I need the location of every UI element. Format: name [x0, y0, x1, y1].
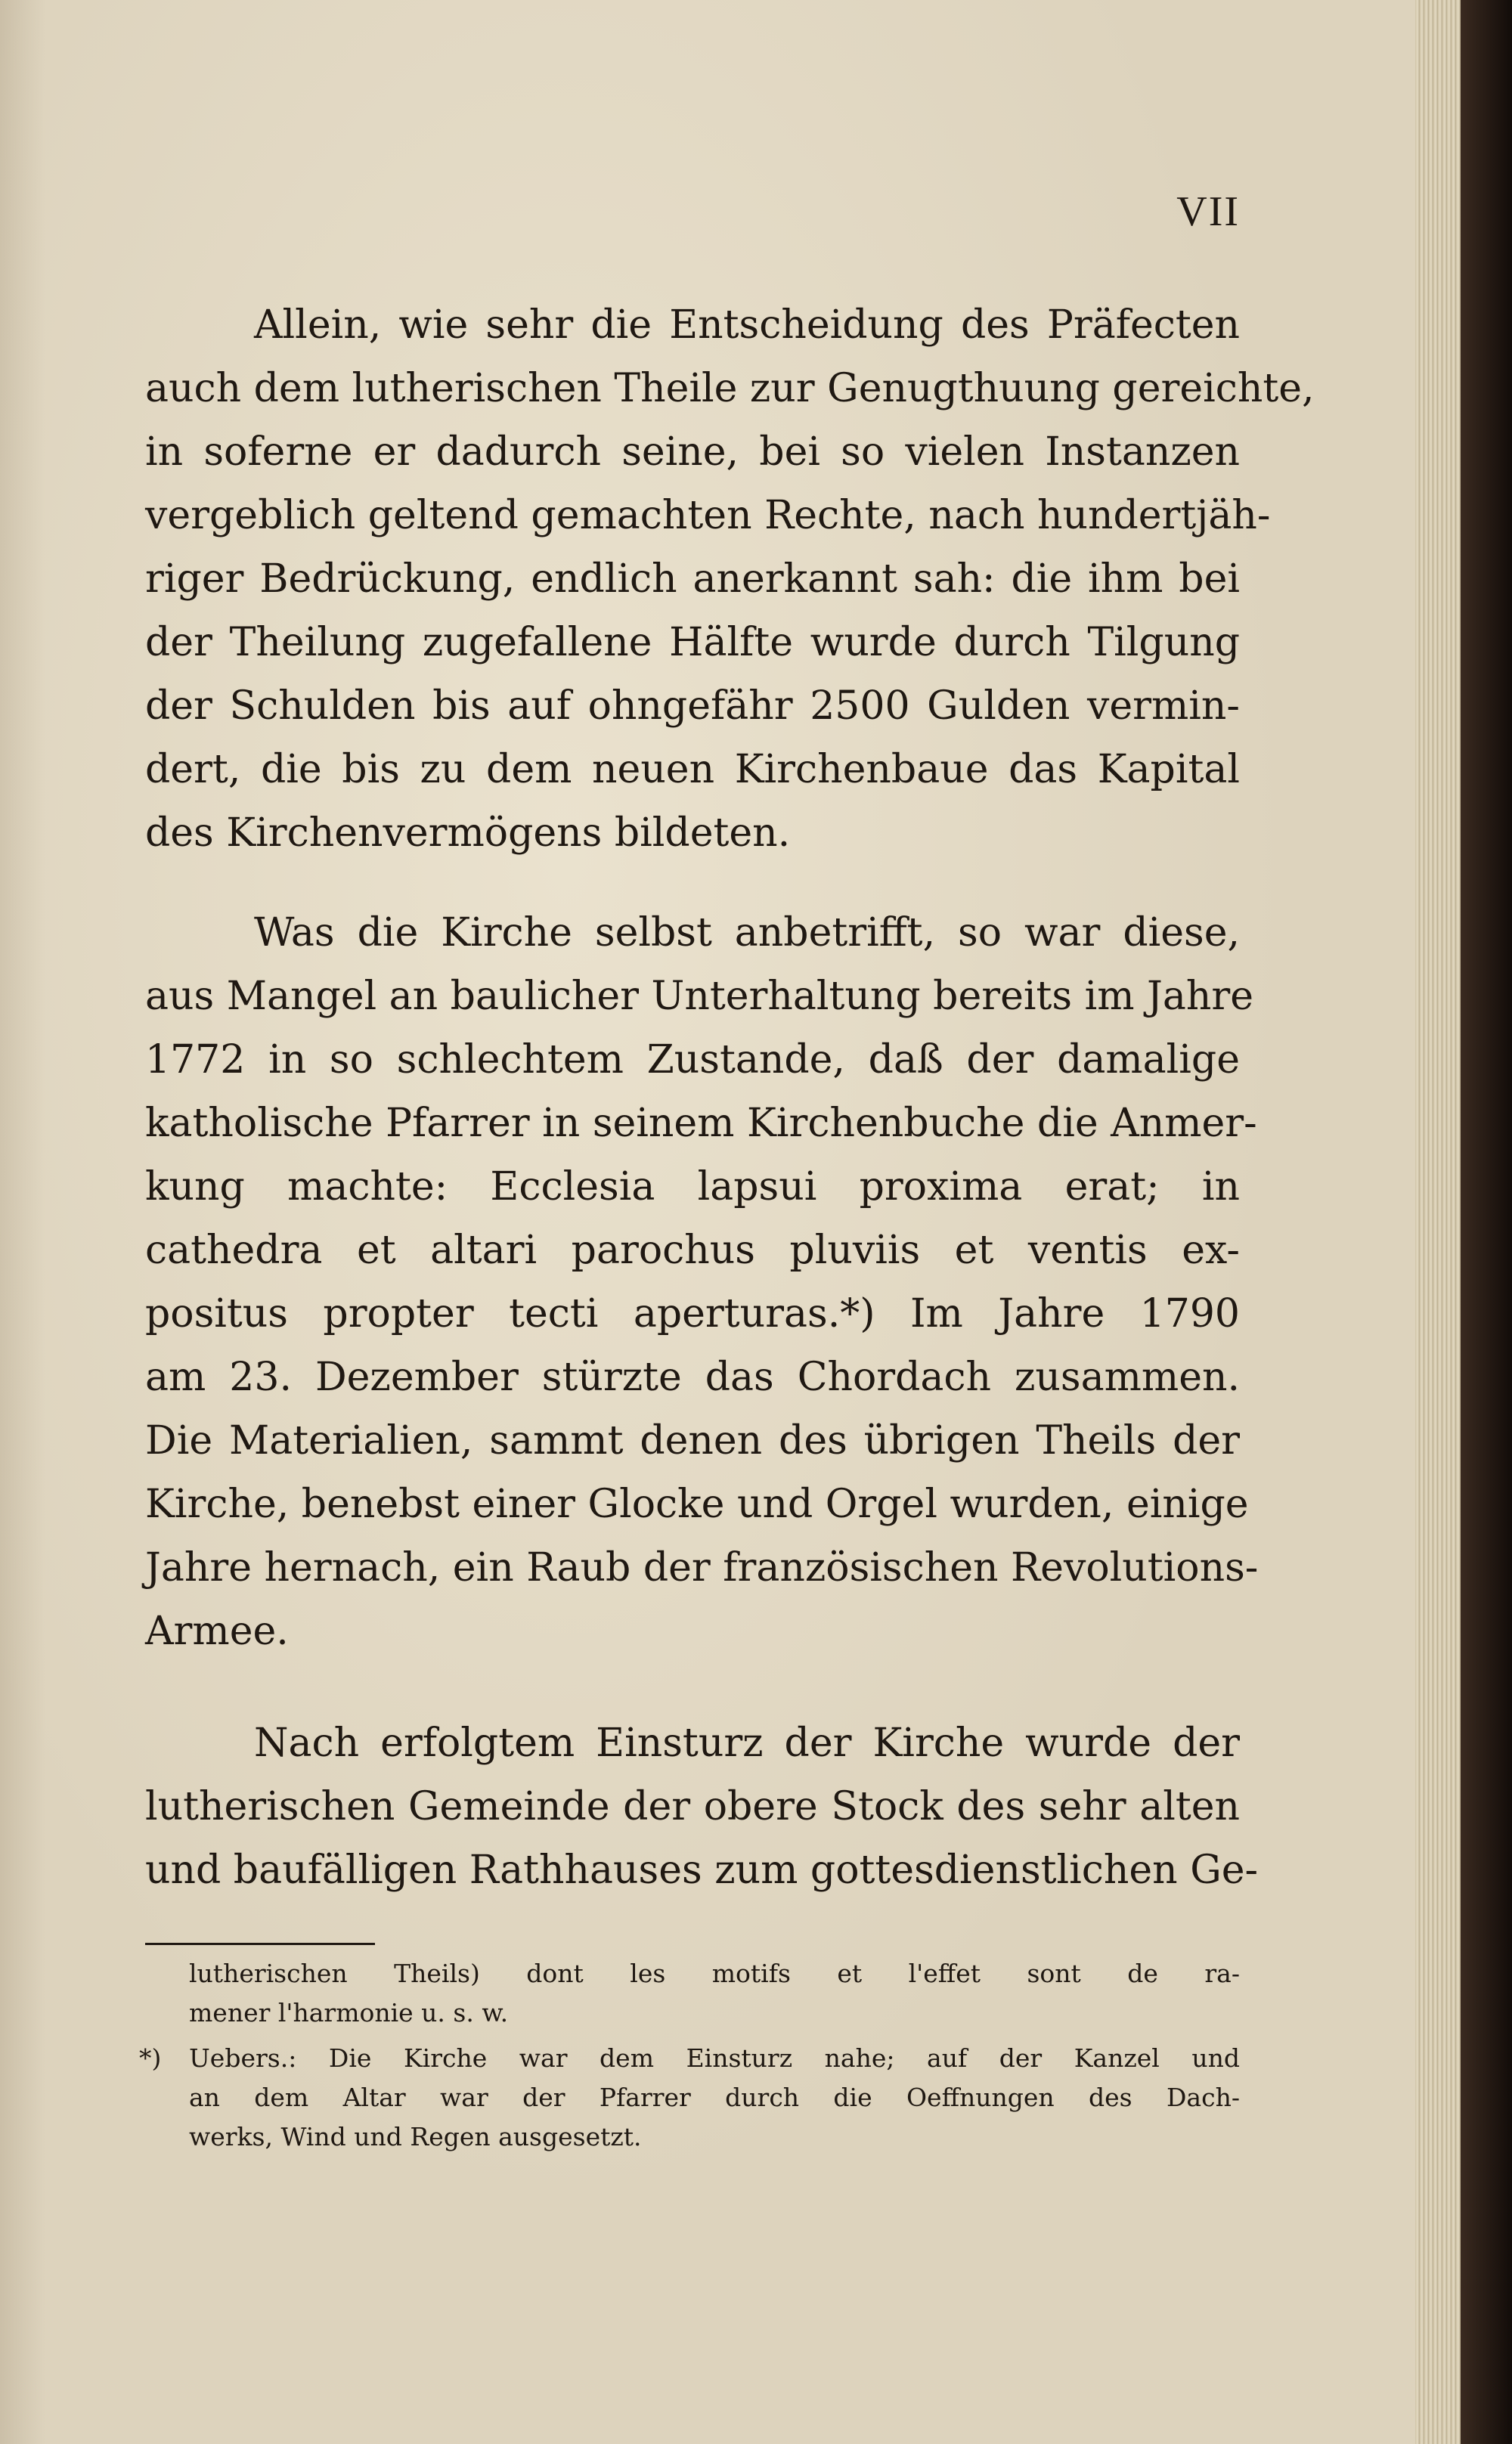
footnote-divider [145, 1943, 375, 1945]
text-line: Die Materialien, sammt denen des übrigen Theils der [145, 1418, 1240, 1464]
text-line: positus propter tecti aperturas.*) Im Jahre 1790 [145, 1291, 1240, 1337]
text-line: Jahre hernach, ein Raub der französischen Revolutions- [145, 1545, 1259, 1591]
text-line: in soferne er dadurch seine, bei so vielen Instanzen [145, 429, 1240, 475]
text-line: Nach erfolgtem Einsturz der Kirche wurde der [254, 1721, 1240, 1766]
text-line: aus Mangel an baulicher Unterhaltung bereits im Jahre [145, 974, 1254, 1019]
text-line: am 23. Dezember stürzte das Chordach zusammen. [145, 1355, 1240, 1400]
text-line: riger Bedrückung, endlich anerkannt sah: die ihm bei [145, 556, 1240, 602]
text-line: des Kirchenvermögens bildeten. [145, 810, 791, 856]
text-line: lutherischen Gemeinde der obere Stock des sehr alten [145, 1784, 1240, 1829]
text-line: cathedra et altari parochus pluviis et ventis ex- [145, 1228, 1240, 1273]
text-line: kung machte: Ecclesia lapsui proxima erat; in [145, 1164, 1240, 1210]
footnote-line: lutherischen Theils) dont les motifs et l'effet sont de ra- [189, 1959, 1240, 1988]
footnote-continued [189, 1954, 1240, 2033]
text-line: Armee. [145, 1609, 289, 1654]
footnote-marker: *) [139, 2043, 162, 2073]
page-number: VII [1176, 188, 1240, 235]
footnote-line: Uebers.: Die Kirche war dem Einsturz nahe; auf der Kanzel und [189, 2043, 1240, 2073]
book-cover [1461, 0, 1512, 2444]
text-line: der Schulden bis auf ohngefähr 2500 Gulden vermin- [145, 683, 1240, 729]
footnotes [139, 1954, 1240, 2157]
footnote-line: werks, Wind und Regen ausgesetzt. [189, 2122, 642, 2151]
text-line: und baufälligen Rathhauses zum gottesdienstlichen Ge- [145, 1848, 1259, 1893]
text-line: Allein, wie sehr die Entscheidung des Präfecten [254, 302, 1240, 348]
text-line: auch dem lutherischen Theile zur Genugthuung gereichte, [145, 366, 1315, 411]
text-line: 1772 in so schlechtem Zustande, daß der damalige [145, 1037, 1240, 1083]
paragraph-3 [145, 1711, 1259, 1902]
text-line: Was die Kirche selbst anbetrifft, so war diese, [254, 910, 1240, 956]
footnote-line: mener l'harmonie u. s. w. [189, 1998, 509, 2027]
paragraph-2 [145, 901, 1259, 1663]
text-line: der Theilung zugefallene Hälfte wurde durch Tilgung [145, 620, 1240, 665]
footnote-asterisk [139, 2039, 1240, 2157]
text-line: katholische Pfarrer in seinem Kirchenbuche die Anmer- [145, 1101, 1257, 1146]
footnote-line: an dem Altar war der Pfarrer durch die Oeffnungen des Dach- [189, 2083, 1240, 2112]
text-line: Kirche, benebst einer Glocke und Orgel wurden, einige [145, 1482, 1249, 1527]
paragraph-1 [145, 293, 1315, 865]
page-edge [1415, 0, 1461, 2444]
text-line: vergeblich geltend gemachten Rechte, nach hundertjäh- [145, 493, 1271, 538]
text-line: dert, die bis zu dem neuen Kirchenbaue das Kapital [145, 747, 1240, 792]
